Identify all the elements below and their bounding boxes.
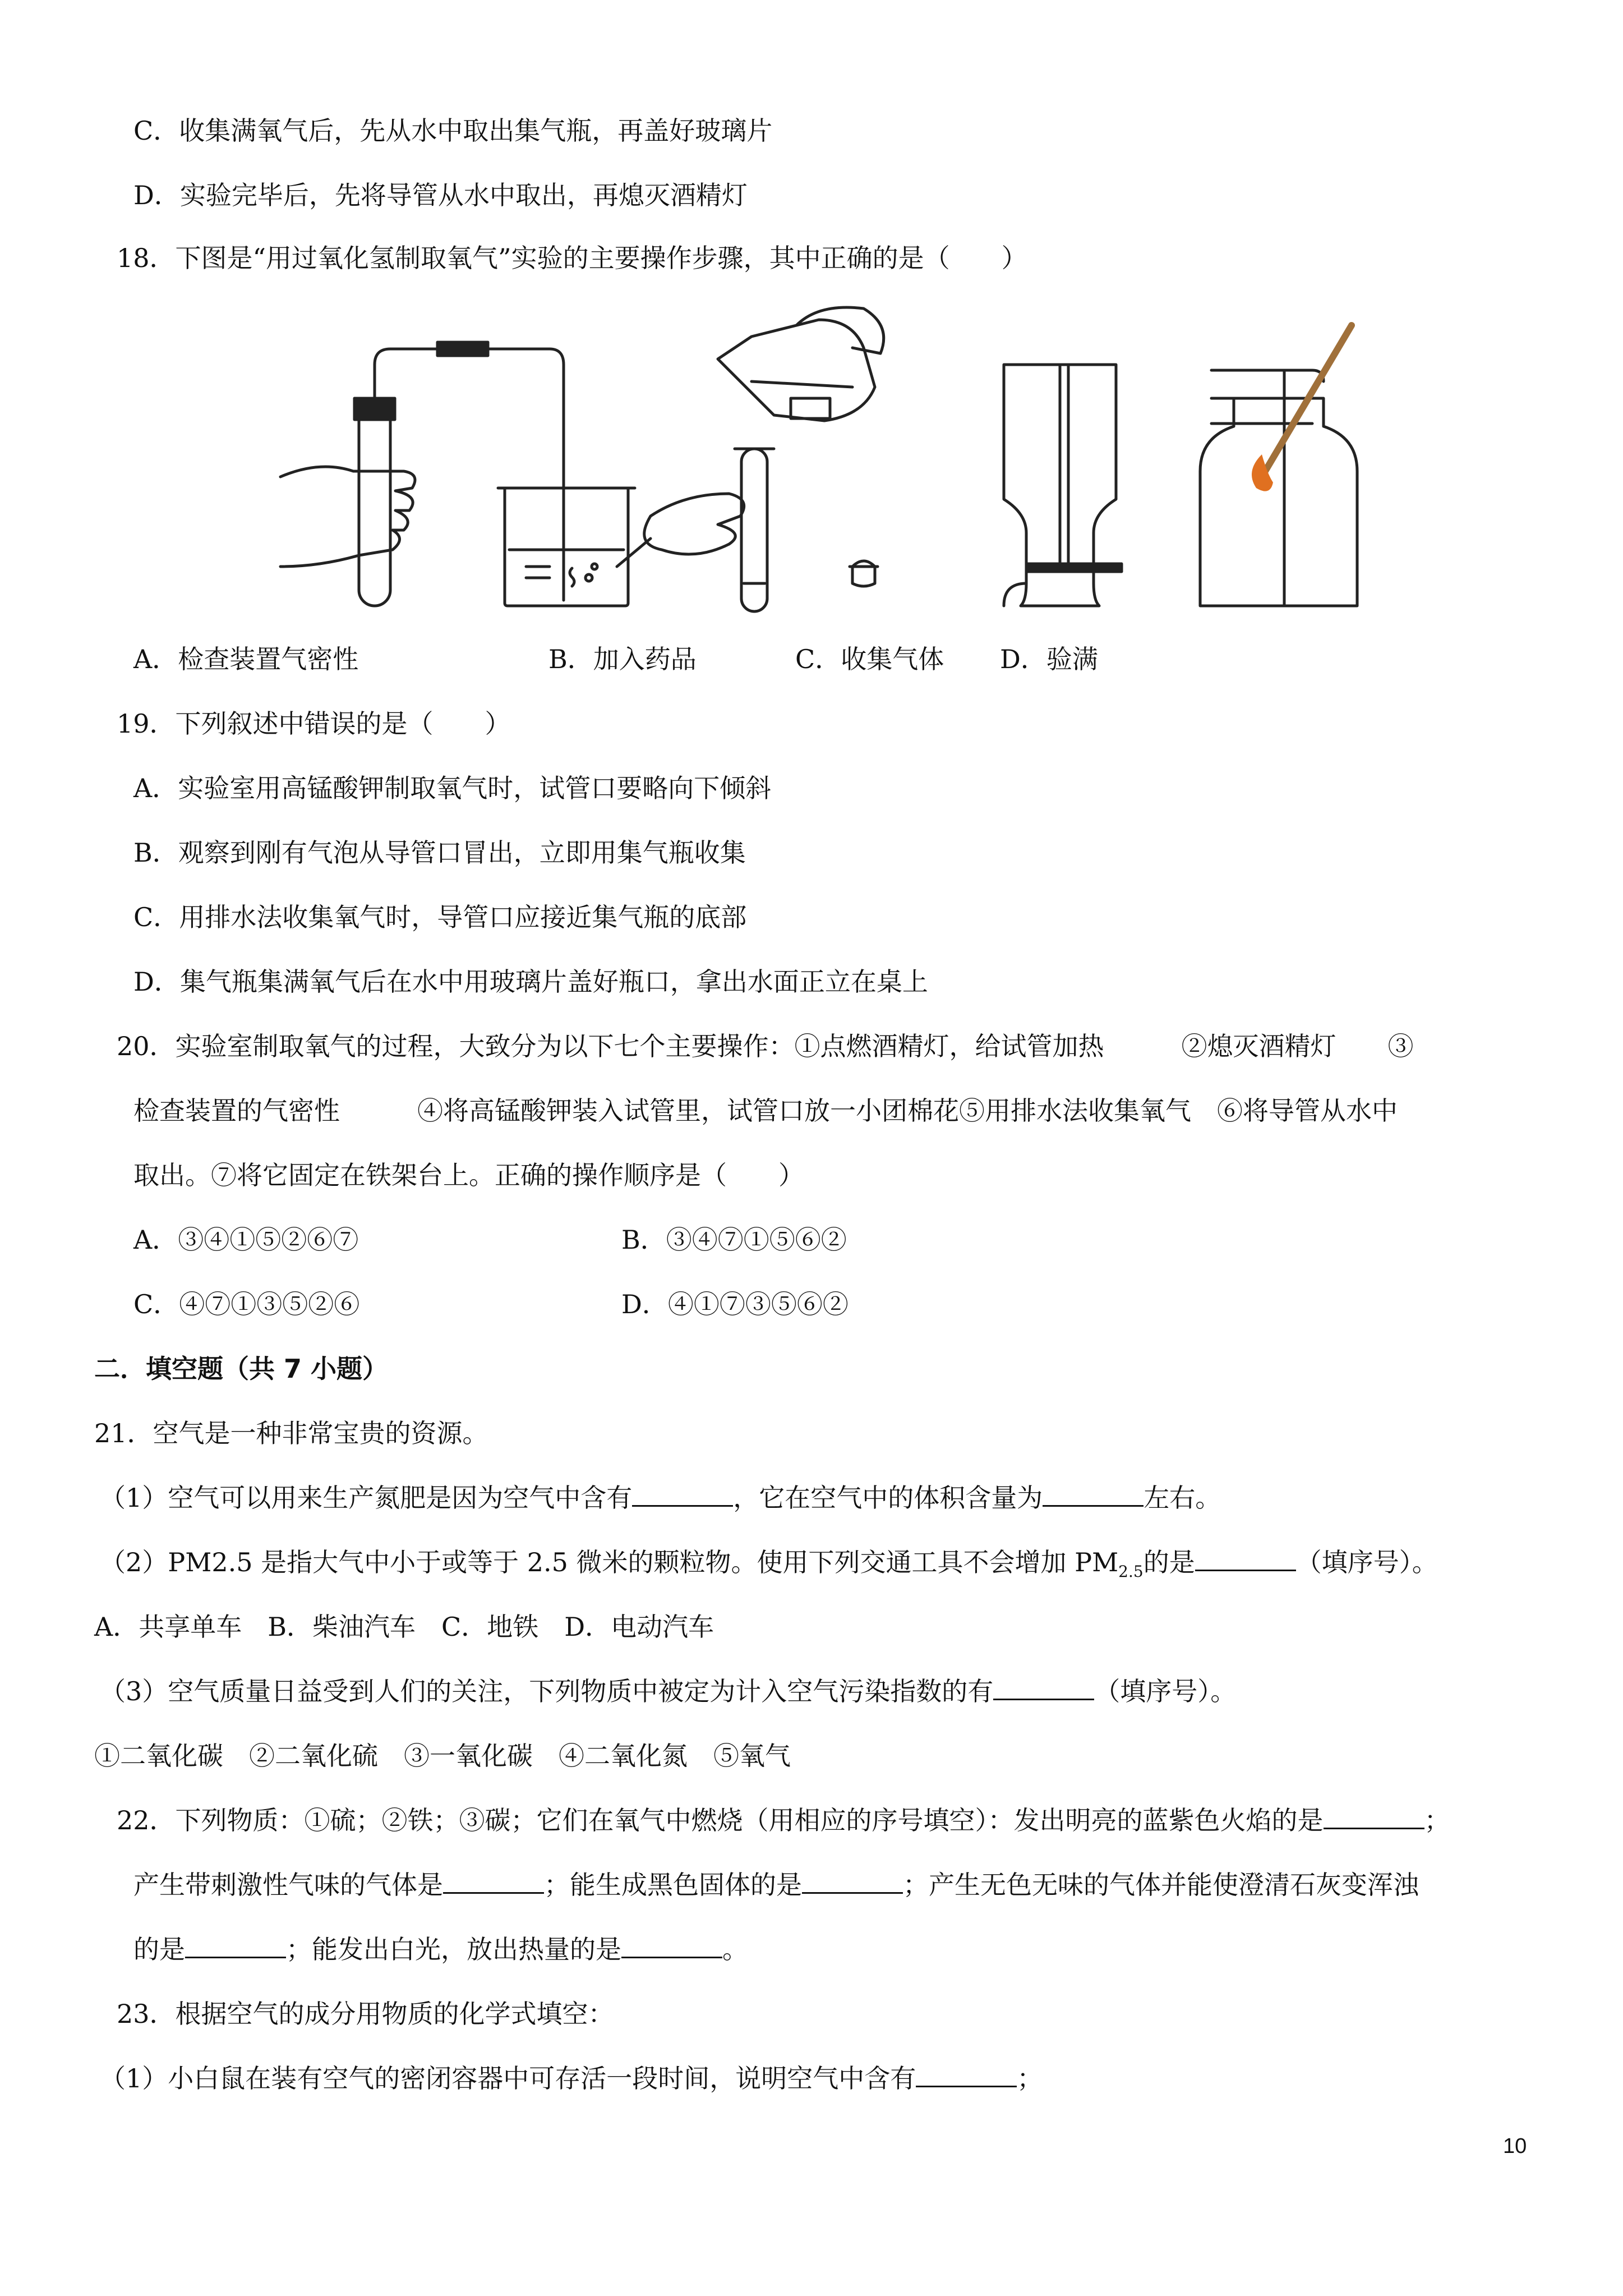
q19-option-a: A．实验室用高锰酸钾制取氧气时，试管口要略向下倾斜 [133,773,772,803]
q21-part3-options: ①二氧化碳 ②二氧化硫 ③一氧化碳 ④二氧化氮 ⑤氧气 [94,1741,791,1771]
q18-option-a: A．检查装置气密性 [133,644,359,674]
q22-line2: 产生带刺激性气味的气体是 ；能生成黑色固体的是 ；产生无色无味的气体并能使澄清石灰变浑浊 [133,1870,1419,1900]
q20-stem-line2: 检查装置的气密性 ④将高锰酸钾装入试管里，试管口放一小团棉花⑤用排水法收集氧气 ⑥将导管从水中 [133,1096,1398,1126]
q20-stem-line1: 20．实验室制取氧气的过程，大致分为以下七个主要操作：①点燃酒精灯，给试管加热 ②熄灭酒精灯 ③ [117,1031,1414,1061]
q21-part2-options: A．共享单车 B．柴油汽车 C．地铁 D．电动汽车 [94,1612,714,1642]
q19-option-b: B．观察到刚有气泡从导管口冒出，立即用集气瓶收集 [133,838,746,868]
answer-blank[interactable] [632,1483,733,1507]
q21-part1: （1）空气可以用来生产氮肥是因为空气中含有 ，它在空气中的体积含量为 左右。 [100,1483,1221,1513]
answer-blank[interactable] [1043,1483,1144,1507]
q23-part1: （1）小白鼠在装有空气的密闭容器中可存活一段时间，说明空气中含有 ； [100,2063,1043,2093]
q18-stem: 18．下图是“用过氧化氢制取氧气”实验的主要操作步骤，其中正确的是（ ） [117,243,1027,273]
q21-part2: （2）PM2.5 是指大气中小于或等于 2.5 微米的颗粒物。使用下列交通工具不会增加 $PM_{2.5}$的是 （填序号）。 [100,1547,1438,1581]
q22-line3: 的是 ；能发出白光，放出热量的是 。 [133,1934,748,1964]
q17-option-d: D．实验完毕后，先将导管从水中取出，再熄灭酒精灯 [133,180,748,210]
section-heading: 二．填空题（共 7 小题） [94,1354,389,1384]
q18-option-b: B．加入药品 [548,644,697,674]
airtightness-check-illustration [280,342,635,606]
q19-option-d: D．集气瓶集满氧气后在水中用玻璃片盖好瓶口，拿出水面正立在桌上 [133,967,928,997]
gas-collection-illustration [1004,365,1122,606]
answer-blank[interactable] [621,1934,722,1958]
answer-blank[interactable] [993,1676,1094,1700]
q21-part3: （3）空气质量日益受到人们的关注，下列物质中被定为计入空气污染指数的有 （填序号）。 [100,1676,1237,1706]
q18-apparatus-figure [258,303,1380,617]
q18-option-c: C．收集气体 [795,644,944,674]
q20-option-d: D．④①⑦③⑤⑥② [621,1289,849,1319]
q20-option-a: A．③④①⑤②⑥⑦ [133,1225,359,1255]
q22-line1: 22．下列物质：①硫；②铁；③碳；它们在氧气中燃烧（用相应的序号填空）：发出明亮的蓝紫色火焰的是 ； [117,1805,1450,1835]
q21-stem: 21．空气是一种非常宝贵的资源。 [94,1418,488,1448]
q18-option-d: D．验满 [1000,644,1098,674]
answer-blank[interactable] [1195,1547,1296,1571]
answer-blank[interactable] [185,1934,286,1958]
page-number: 10 [1503,2134,1527,2158]
answer-blank[interactable] [443,1870,544,1894]
answer-blank[interactable] [802,1870,903,1894]
q20-option-c: C．④⑦①③⑤②⑥ [133,1289,360,1319]
q20-stem-line3: 取出。⑦将它固定在铁架台上。正确的操作顺序是（ ） [133,1160,804,1190]
adding-reagent-illustration [617,307,884,611]
q19-option-c: C．用排水法收集氧气时，导管口应接近集气瓶的底部 [133,902,747,932]
q23-stem: 23．根据空气的成分用物质的化学式填空： [117,1999,614,2029]
verify-full-illustration [1200,325,1357,606]
answer-blank[interactable] [916,2063,1017,2087]
q20-option-b: B．③④⑦①⑤⑥② [621,1225,847,1255]
q19-stem: 19．下列叙述中错误的是（ ） [117,708,511,739]
answer-blank[interactable] [1324,1805,1424,1829]
q17-option-c: C．收集满氧气后，先从水中取出集气瓶，再盖好玻璃片 [133,116,773,146]
